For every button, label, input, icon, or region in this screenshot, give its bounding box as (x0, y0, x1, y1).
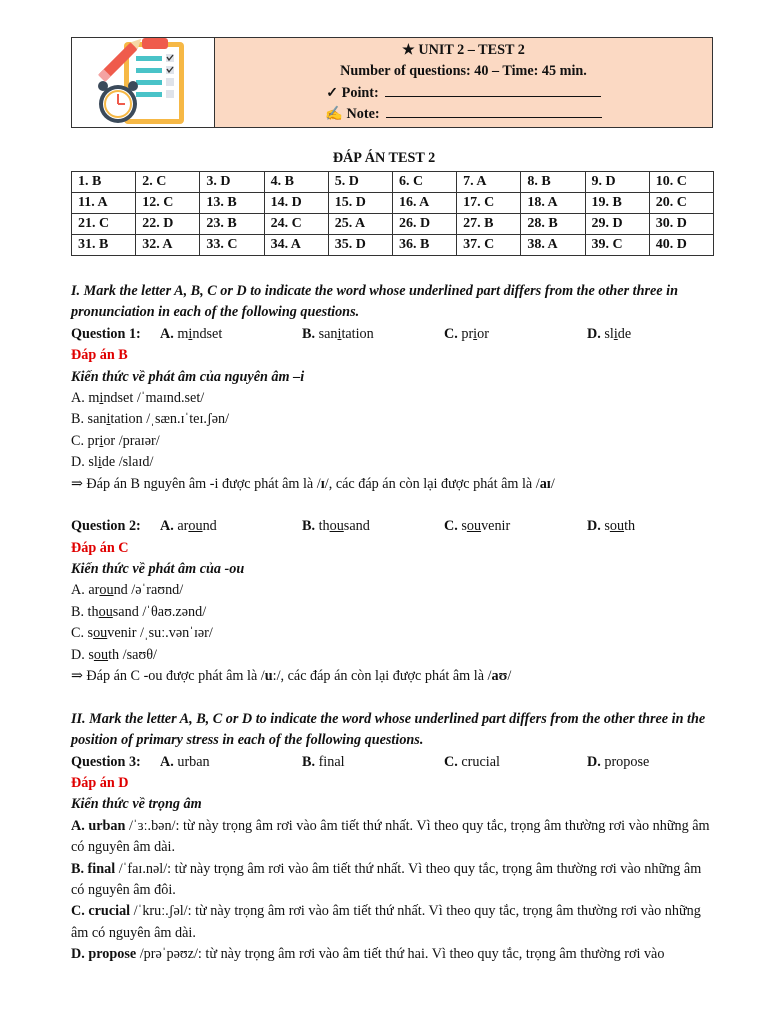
question-1 (71, 324, 713, 345)
answer-cell: 12. C (136, 193, 200, 214)
answer-cell: 39. C (585, 235, 649, 256)
answer-cell: 33. C (200, 235, 264, 256)
q3-option-b: B. final (302, 753, 345, 770)
question-2-label: Question 2: (71, 518, 141, 535)
answer-cell: 38. A (521, 235, 585, 256)
answer-cell: 15. D (328, 193, 392, 214)
point-label: ✓ Point: (326, 84, 379, 101)
q2-explain-b: B. thousand /ˈθaʊ.zənd/ (71, 603, 207, 620)
answer-cell: 8. B (521, 172, 585, 193)
q3-explain-d: D. propose /prəˈpəʊz/: từ này trọng âm rơi vào âm tiết thứ hai. Vì theo quy tắc, trọng âm thường rơi vào (71, 946, 665, 963)
questions-content (71, 281, 713, 966)
q1-explain-b: B. sanitation /ˌsæn.ɪˈteɪ.ʃən/ (71, 411, 230, 428)
answer-cell: 28. B (521, 214, 585, 235)
answer-cell: 36. B (392, 235, 456, 256)
answer-cell: 34. A (264, 235, 328, 256)
answer-cell: 31. B (72, 235, 136, 256)
answer-cell: 22. D (136, 214, 200, 235)
q3-explain-b: B. final /ˈfaɪ.nəl/: từ này trọng âm rơi vào âm tiết thứ nhất. Vì theo quy tắc, trọng âm thường rơi vào những âm có nguyên âm đôi. (71, 860, 702, 899)
answer-key-table (71, 171, 714, 256)
q2-explain-a: A. around /əˈraʊnd/ (71, 582, 184, 599)
answer-row (72, 214, 714, 235)
answer-row (72, 193, 714, 214)
q2-conclusion: ⇒ Đáp án C -ou được phát âm là /u:/, các đáp án còn lại được phát âm là /aʊ/ (71, 668, 512, 685)
point-blank (385, 83, 601, 97)
q3-option-a: A. urban (160, 753, 210, 770)
q2-option-b: B. thousand (302, 518, 370, 535)
answer-cell: 32. A (136, 235, 200, 256)
answer-key-title: ĐÁP ÁN TEST 2 (332, 150, 436, 166)
q1-conclusion: ⇒ Đáp án B nguyên âm -i được phát âm là /ɪ/, các đáp án còn lại được phát âm là /aɪ/ (71, 475, 555, 492)
answer-cell: 1. B (72, 172, 136, 193)
answer-cell: 3. D (200, 172, 264, 193)
q2-answer: Đáp án C (71, 539, 129, 556)
section-1-instruction: I. Mark the letter A, B, C or D to indicate the word whose underlined part differs from the other three in pronunciation in each of the following questions. (71, 283, 678, 321)
q3-knowledge: Kiến thức về trọng âm (71, 796, 202, 813)
answer-row (72, 235, 714, 256)
section-2-instruction: II. Mark the letter A, B, C or D to indicate the word whose underlined part differs from the other three in the position of primary stress in each of the following questions. (71, 710, 706, 749)
q1-option-b: B. sanitation (302, 325, 374, 342)
answer-cell: 37. C (457, 235, 521, 256)
answer-cell: 14. D (264, 193, 328, 214)
question-1-label: Question 1: (71, 325, 141, 342)
q1-option-c: C. prior (444, 325, 489, 342)
checklist-clock-icon (90, 38, 200, 129)
answer-cell: 21. C (72, 214, 136, 235)
q1-answer: Đáp án B (71, 347, 128, 364)
question-2 (71, 516, 713, 537)
test-header (71, 37, 713, 128)
answer-cell: 25. A (328, 214, 392, 235)
test-info (215, 38, 712, 127)
q2-explain-c: C. souvenir /ˌsuː.vənˈɪər/ (71, 625, 213, 642)
answer-cell: 11. A (72, 193, 136, 214)
q1-option-a: A. mindset (160, 325, 223, 342)
answer-cell: 19. B (585, 193, 649, 214)
q1-explain-a: A. mindset /ˈmaɪnd.set/ (71, 389, 205, 406)
test-title: ★ UNIT 2 – TEST 2 (402, 41, 525, 58)
question-3 (71, 752, 713, 773)
answer-cell: 30. D (649, 214, 713, 235)
answer-cell: 2. C (136, 172, 200, 193)
answer-cell: 29. D (585, 214, 649, 235)
q3-answer: Đáp án D (71, 775, 129, 792)
questions-time: Number of questions: 40 – Time: 45 min. (340, 63, 587, 79)
answer-cell: 40. D (649, 235, 713, 256)
q3-explain-a: A. urban /ˈɜː.bən/: từ này trọng âm rơi vào âm tiết thứ nhất. Vì theo quy tắc, trọng âm thường rơi vào những âm có nguyên âm dài. (71, 817, 710, 856)
q3-explain-c: C. crucial /ˈkruː.ʃəl/: từ này trọng âm rơi vào âm tiết thứ nhất. Vì theo quy tắc, trọng âm thường rơi vào những âm có nguyên âm dài. (71, 903, 701, 941)
note-label: ✍ Note: (325, 106, 380, 122)
note-line (325, 104, 601, 126)
q2-explain-d: D. south /saʊθ/ (71, 646, 157, 663)
q3-option-d: D. propose (587, 753, 650, 770)
answer-cell: 35. D (328, 235, 392, 256)
answer-row (72, 172, 714, 193)
answer-cell: 6. C (392, 172, 456, 193)
q1-knowledge: Kiến thức về phát âm của nguyên âm –i (71, 368, 305, 385)
answer-cell: 18. A (521, 193, 585, 214)
answer-cell: 9. D (585, 172, 649, 193)
answer-cell: 16. A (392, 193, 456, 214)
q2-option-c: C. souvenir (444, 518, 511, 535)
answer-cell: 13. B (200, 193, 264, 214)
answer-cell: 4. B (264, 172, 328, 193)
answer-cell: 20. C (649, 193, 713, 214)
answer-cell: 27. B (457, 214, 521, 235)
q2-knowledge: Kiến thức về phát âm của -ou (71, 561, 245, 578)
answer-cell: 23. B (200, 214, 264, 235)
answer-cell: 17. C (457, 193, 521, 214)
note-blank (386, 104, 602, 118)
q3-option-c: C. crucial (444, 753, 500, 770)
q2-option-d: D. south (587, 518, 636, 535)
q2-option-a: A. around (160, 518, 217, 535)
question-3-label: Question 3: (71, 753, 141, 770)
answer-cell: 24. C (264, 214, 328, 235)
logo-cell (72, 38, 215, 127)
q1-explain-d: D. slide /slaɪd/ (71, 454, 154, 471)
answer-cell: 7. A (457, 172, 521, 193)
point-line (326, 83, 600, 105)
q1-explain-c: C. prior /praɪər/ (71, 432, 160, 449)
answer-cell: 26. D (392, 214, 456, 235)
answer-cell: 10. C (649, 172, 713, 193)
answer-cell: 5. D (328, 172, 392, 193)
q1-option-d: D. slide (587, 325, 632, 342)
